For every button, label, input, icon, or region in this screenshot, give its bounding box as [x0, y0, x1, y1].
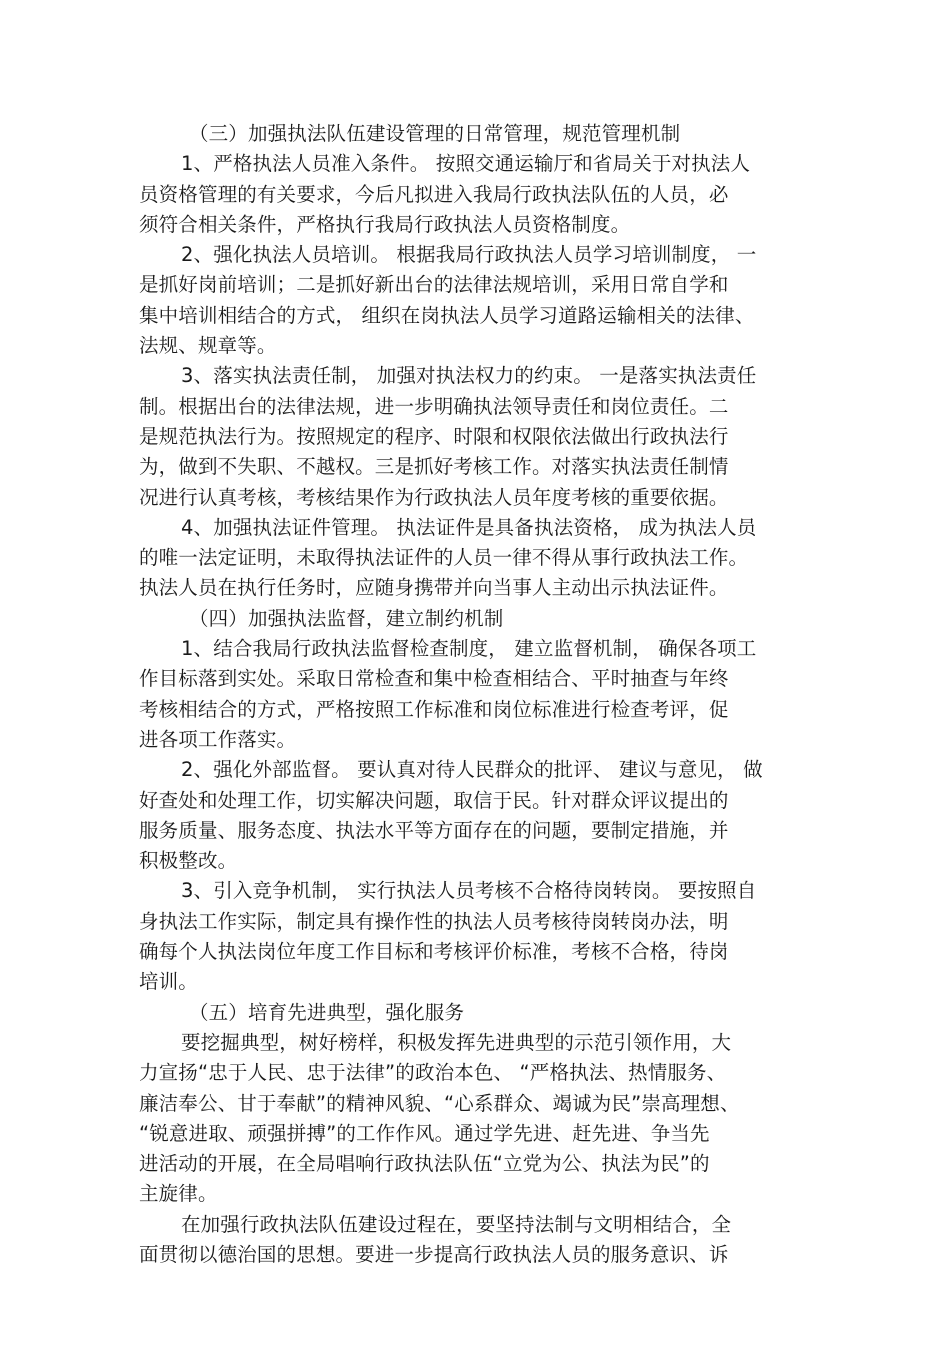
text-line: 力宣扬“忠于人民、忠于法律”的政治本色、 “严格执法、热情服务、: [139, 1061, 727, 1085]
text-line: 况进行认真考核，考核结果作为行政执法人员年度考核的重要依据。: [139, 485, 729, 509]
text-line: 作目标落到实处。采取日常检查和集中检查相结合、平时抽查与年终: [139, 667, 729, 691]
text-line: 进活动的开展，在全局唱响行政执法队伍“立党为公、执法为民”的: [139, 1152, 710, 1176]
text-line: 培训。: [139, 970, 198, 994]
text-line: 主旋律。: [139, 1182, 218, 1206]
text-line: 考核相结合的方式，严格按照工作标准和岗位标准进行检查考评，促: [139, 697, 729, 721]
text-line: 是抓好岗前培训；二是抓好新出台的法律法规培训，采用日常自学和: [139, 273, 729, 297]
text-line: 服务质量、服务态度、执法水平等方面存在的问题，要制定措施，并: [139, 818, 729, 842]
text-line: 确每个人执法岗位年度工作目标和考核评价标准，考核不合格，待岗: [139, 940, 729, 964]
text-line: 进各项工作落实。: [139, 727, 297, 751]
text-line: （四）加强执法监督，建立制约机制: [189, 606, 504, 630]
text-line: 面贯彻以德治国的思想。要进一步提高行政执法人员的服务意识、诉: [139, 1242, 729, 1266]
text-line: 在加强行政执法队伍建设过程在，要坚持法制与文明相结合，全: [181, 1212, 732, 1236]
text-line: 执法人员在执行任务时，应随身携带并向当事人主动出示执法证件。: [139, 576, 729, 600]
text-line: “锐意进取、顽强拼搏”的工作作风。通过学先进、赶先进、争当先: [139, 1121, 710, 1145]
document-body: [139, 119, 819, 1270]
text-line: 廉洁奉公、甘于奉献”的精神风貌、“心系群众、竭诚为民”崇高理想、: [139, 1091, 740, 1115]
text-line: 积极整改。: [139, 849, 238, 873]
text-line: 1、结合我局行政执法监督检查制度， 建立监督机制， 确保各项工: [181, 637, 757, 661]
text-line: （五）培育先进典型，强化服务: [189, 1000, 465, 1024]
text-line: 1、严格执法人员准入条件。 按照交通运输厅和省局关于对执法人: [181, 152, 751, 176]
text-line: 2、强化执法人员培训。 根据我局行政执法人员学习培训制度， 一: [181, 243, 757, 267]
text-line: 员资格管理的有关要求，今后凡拟进入我局行政执法队伍的人员，必: [139, 182, 729, 206]
text-line: 2、强化外部监督。 要认真对待人民群众的批评、 建议与意见， 做: [181, 758, 763, 782]
text-line: 3、引入竞争机制， 实行执法人员考核不合格待岗转岗。 要按照自: [181, 879, 757, 903]
text-line: 好查处和处理工作，切实解决问题，取信于民。针对群众评议提出的: [139, 788, 729, 812]
text-line: 4、加强执法证件管理。 执法证件是具备执法资格， 成为执法人员: [181, 515, 757, 539]
text-line: 须符合相关条件，严格执行我局行政执法人员资格制度。: [139, 212, 631, 236]
text-line: 的唯一法定证明，未取得执法证件的人员一律不得从事行政执法工作。: [139, 546, 749, 570]
text-line: （三）加强执法队伍建设管理的日常管理，规范管理机制: [189, 122, 681, 145]
text-line: 制。根据出台的法律法规，进一步明确执法领导责任和岗位责任。二: [139, 394, 729, 418]
text-line: 3、落实执法责任制， 加强对执法权力的约束。 一是落实执法责任: [181, 364, 757, 388]
text-line: 是规范执法行为。按照规定的程序、时限和权限依法做出行政执法行: [139, 424, 729, 448]
text-line: 要挖掘典型，树好榜样，积极发挥先进典型的示范引领作用，大: [181, 1030, 732, 1054]
text-line: 为，做到不失职、不越权。三是抓好考核工作。对落实执法责任制情: [139, 455, 729, 479]
text-line: 集中培训相结合的方式， 组织在岗执法人员学习道路运输相关的法律、: [139, 303, 755, 327]
text-line: 法规、规章等。: [139, 334, 277, 358]
text-line: 身执法工作实际，制定具有操作性的执法人员考核待岗转岗办法，明: [139, 909, 729, 933]
